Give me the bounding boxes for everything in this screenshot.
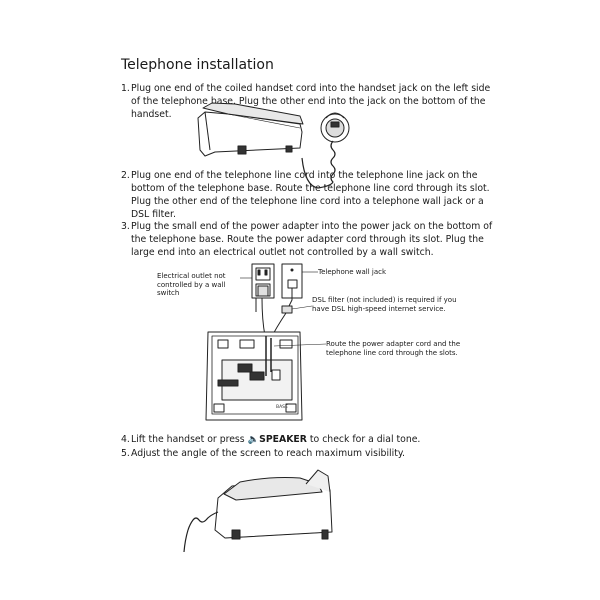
step-text-before: Lift the handset or press <box>131 434 248 445</box>
page-title: Telephone installation <box>121 57 274 73</box>
phone-side-view-figure <box>198 103 349 188</box>
callout-route-cords: Route the power adapter cord and the telephone line cord through the slots. <box>326 340 461 357</box>
step-text: Adjust the angle of the screen to reach maximum visibility. <box>131 448 405 459</box>
callout-wall-jack: Telephone wall jack <box>318 268 387 276</box>
step-text-after: to check for a dial tone. <box>306 434 421 445</box>
step-number: 1. <box>121 83 130 94</box>
step-number: 2. <box>121 170 130 181</box>
callout-electrical-outlet: Electrical outlet not controlled by a wall switch <box>157 272 226 297</box>
speaker-key-label: SPEAKER <box>259 434 307 445</box>
step-text: Plug one end of the coiled handset cord into the handset jack on the left side of the telephone base. Plug the other end into the jack on the bottom of the handset. <box>131 83 491 120</box>
step-number: 4. <box>121 434 130 445</box>
speaker-icon: 🔈 <box>247 434 260 445</box>
step-number: 5. <box>121 448 130 459</box>
base-label: BASE <box>276 405 288 410</box>
step-text: Plug the small end of the power adapter into the power jack on the bottom of the telephone base. Route the power adapter cord through its slot. Plug the large end into an electrical outlet not controlled by a wall switch. <box>131 221 493 258</box>
step-text: Plug one end of the telephone line cord into the telephone line jack on the bottom of the telephone base. Route the telephone line cord through its slot. Plug the other end of the telephone line cord into a telephone wall jack or a DSL filter. <box>131 170 490 220</box>
phone-angle-figure <box>184 470 332 552</box>
callout-dsl-filter: DSL filter (not included) is required if you have DSL high-speed internet service. <box>312 296 457 313</box>
step-number: 3. <box>121 221 130 232</box>
